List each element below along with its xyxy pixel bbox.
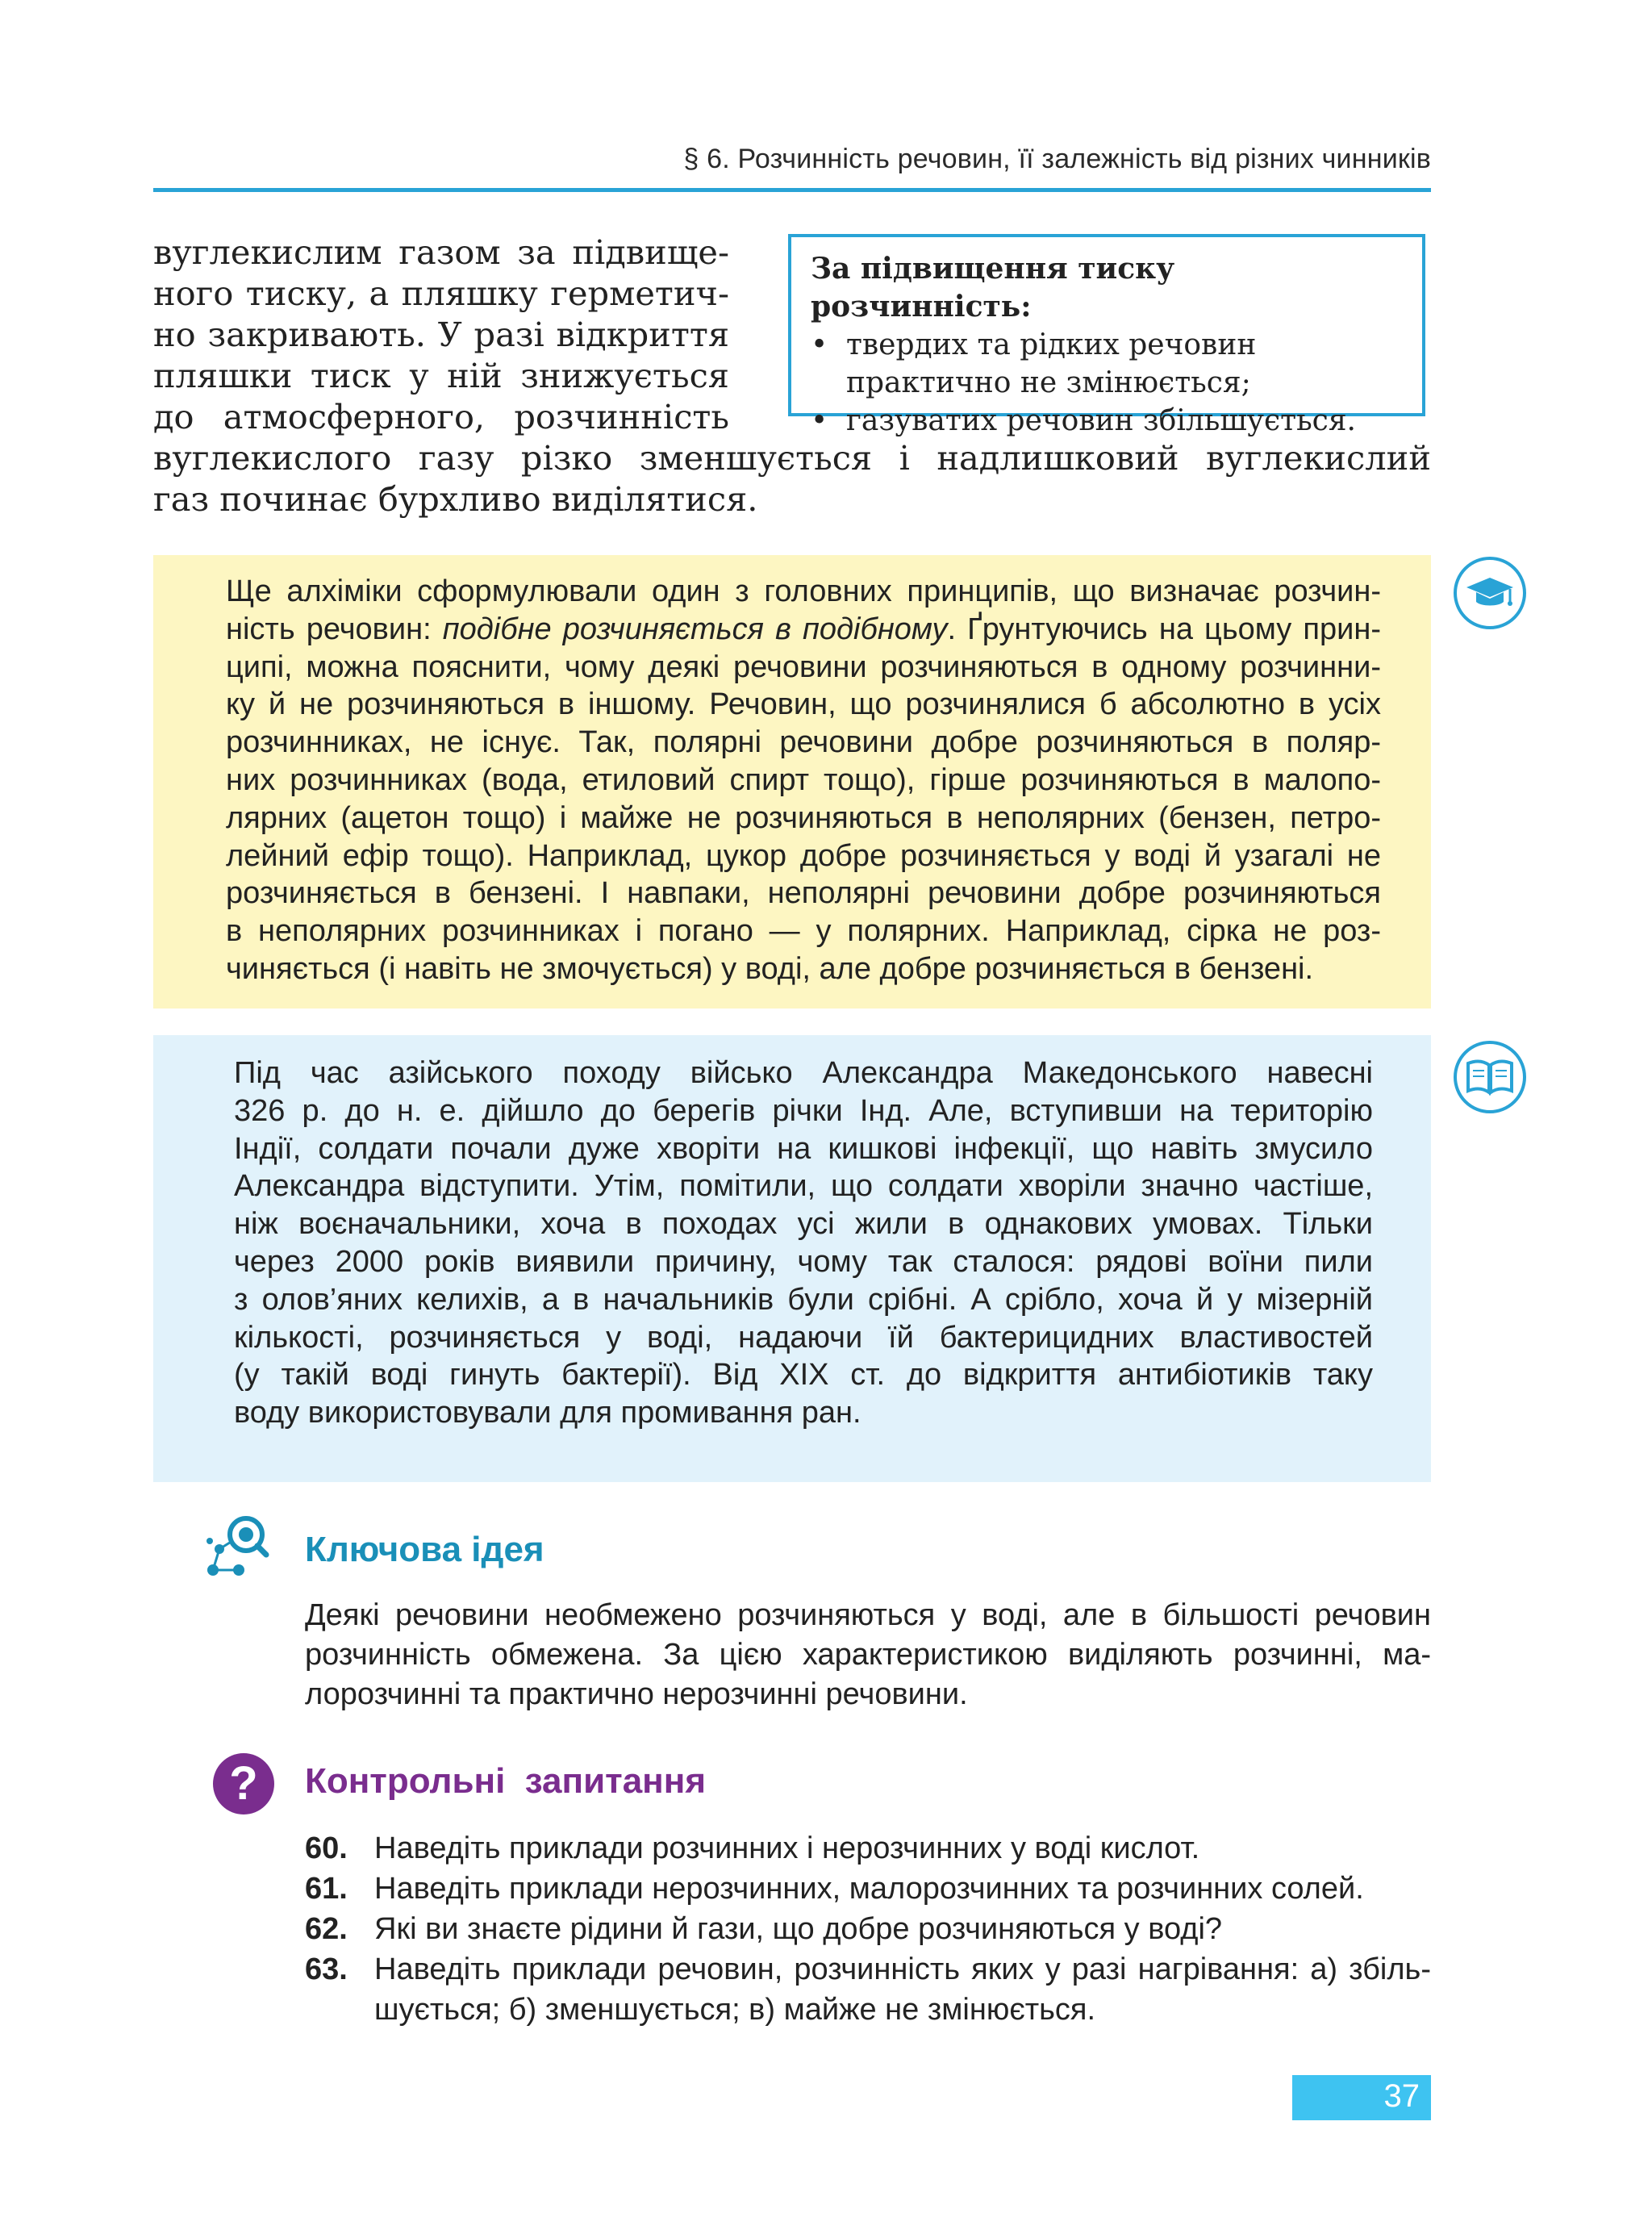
history-paragraph <box>234 1054 1373 1432</box>
open-book-icon <box>1454 1041 1526 1113</box>
alchemy-line: ку й не розчиняються в іншому. Речовин, що розчинялися б абсолютно в усіх <box>226 687 1381 722</box>
pressure-box-title: За підвищення тиску розчинність: <box>811 252 1175 324</box>
pressure-bullet: • твердих та рідких речовин практично не змінюється; <box>811 326 1404 402</box>
history-line: з олов’яних келихів, а в начальників були срібні. А срібло, хоча й у мізерній <box>234 1282 1373 1317</box>
page-number: 37 <box>1383 2078 1420 2114</box>
page-number-box <box>1292 2075 1431 2120</box>
history-line: воду використовували для промивання ран. <box>234 1396 861 1430</box>
history-line: Під час азійського походу військо Александра Македонського навесні <box>234 1056 1373 1090</box>
bullet-dot-icon: • <box>811 328 828 361</box>
alchemy-line: розчинниках, не існує. Так, полярні речовини добре розчиняються в поляр- <box>226 725 1381 760</box>
control-questions-list <box>305 1828 1431 2030</box>
graduation-cap-icon <box>1454 557 1526 629</box>
pressure-solubility-box <box>788 234 1425 437</box>
question-number: 60. <box>305 1831 348 1865</box>
alchemy-line: лейний ефір тощо). Наприклад, цукор добре розчиняється у воді й узагалі не <box>226 838 1381 873</box>
question-number: 61. <box>305 1872 348 1906</box>
intro-line: вуглекислим газом за підвище- <box>153 232 729 272</box>
question-item <box>305 1949 1431 2030</box>
intro-line: вуглекислого газу різко зменшується і надлишковий вуглекислий <box>153 438 1431 478</box>
question-number: 63. <box>305 1952 348 1986</box>
magnifier-network-icon <box>202 1509 274 1581</box>
history-line: 326 р. до н. е. дійшло до берегів річки Інд. Але, вступивши на територію <box>234 1093 1373 1128</box>
alchemy-line: Ще алхіміки сформулювали один з головних принципів, що визначає розчин- <box>226 574 1381 608</box>
history-line: Александра відступити. Утім, помітили, що солдати хворіли значно частіше, <box>234 1169 1373 1204</box>
history-line: кількості, розчиняється у воді, надаючи їй бактерицидних властивостей <box>234 1320 1373 1355</box>
alchemy-line: в неполярних розчинниках і погано — у полярних. Наприклад, сірка не роз- <box>226 914 1381 949</box>
alchemy-info-box <box>153 555 1431 1009</box>
intro-line: до атмосферного, розчинність <box>153 397 729 436</box>
key-idea-line: лорозчинні та практично нерозчинні речовини. <box>305 1677 968 1711</box>
intro-line: но закривають. У разі відкриття <box>153 315 729 354</box>
alchemy-paragraph <box>226 573 1381 988</box>
question-item <box>305 1909 1431 1949</box>
key-idea-line: розчинність обмежена. За цією характеристикою виділяють розчинні, ма- <box>305 1638 1431 1672</box>
alchemy-line: чиняється (і навіть не змочується) у воді, але добре розчиняється в бензені. <box>226 951 1314 986</box>
control-questions-title: Контрольні запитання <box>305 1761 706 1801</box>
question-number: 62. <box>305 1912 348 1946</box>
history-line: через 2000 років виявили причину, чому так сталося: рядові воїни пили <box>234 1244 1373 1279</box>
question-text: Наведіть приклади нерозчинних, малорозчинних та розчинних солей. <box>374 1872 1364 1906</box>
history-line: (у такій воді гинуть бактерії). Від XIX ст. до відкриття антибіотиків таку <box>234 1358 1373 1393</box>
question-text: Які ви знаєте рідини й гази, що добре розчиняються у воді? <box>374 1912 1223 1946</box>
question-item <box>305 1869 1431 1909</box>
section-header: § 6. Розчинність речовин, її залежність від різних чинників <box>683 144 1431 174</box>
intro-line: ного тиску, а пляшку герметич- <box>153 274 729 313</box>
alchemy-line: розчиняється в бензені. І навпаки, неполярні речовини добре розчиняються <box>226 876 1381 911</box>
alchemy-line: ність речовин: подібне розчиняється в подібному. Ґрунтуючись на цьому прин- <box>226 612 1381 646</box>
history-line: ніж воєначальники, хоча в походах усі жили в однакових умовах. Тільки <box>234 1207 1373 1242</box>
key-idea-text <box>305 1596 1431 1714</box>
key-idea-title: Ключова ідея <box>305 1530 544 1569</box>
question-text: Наведіть приклади розчинних і нерозчинних у воді кислот. <box>374 1831 1200 1865</box>
history-info-box <box>153 1035 1431 1482</box>
pressure-bullet: • газуватих речовин збільшується. <box>811 402 1404 440</box>
alchemy-line: лярних (ацетон тощо) і майже не розчиняються в неполярних (бензен, петро- <box>226 800 1381 835</box>
bullet-dot-icon: • <box>811 404 828 437</box>
intro-line: газ починає бурхливо виділятися. <box>153 479 758 519</box>
history-line: Індії, солдати почали дуже хворіти на кишкові інфекції, що навіть змусило <box>234 1131 1373 1166</box>
question-text: Наведіть приклади речовин, розчинність яких у разі нагрівання: а) збіль- шується; б) зменшується; в) майже не змінюється. <box>374 1952 1431 2027</box>
header-divider <box>153 188 1431 192</box>
question-mark-icon: ? <box>213 1753 274 1814</box>
key-idea-line: Деякі речовини необмежено розчиняються у воді, але в більшості речовин <box>305 1598 1431 1632</box>
question-item <box>305 1828 1431 1869</box>
alchemy-line: ципі, можна пояснити, чому деякі речовини розчиняються в одному розчинни- <box>226 649 1381 684</box>
principle-italic: подібне розчиняється в подібному <box>442 612 948 646</box>
intro-line: пляшки тиск у ній знижується <box>153 356 729 395</box>
alchemy-line: них розчинниках (вода, етиловий спирт тощо), гірше розчиняються в малопо- <box>226 762 1381 797</box>
